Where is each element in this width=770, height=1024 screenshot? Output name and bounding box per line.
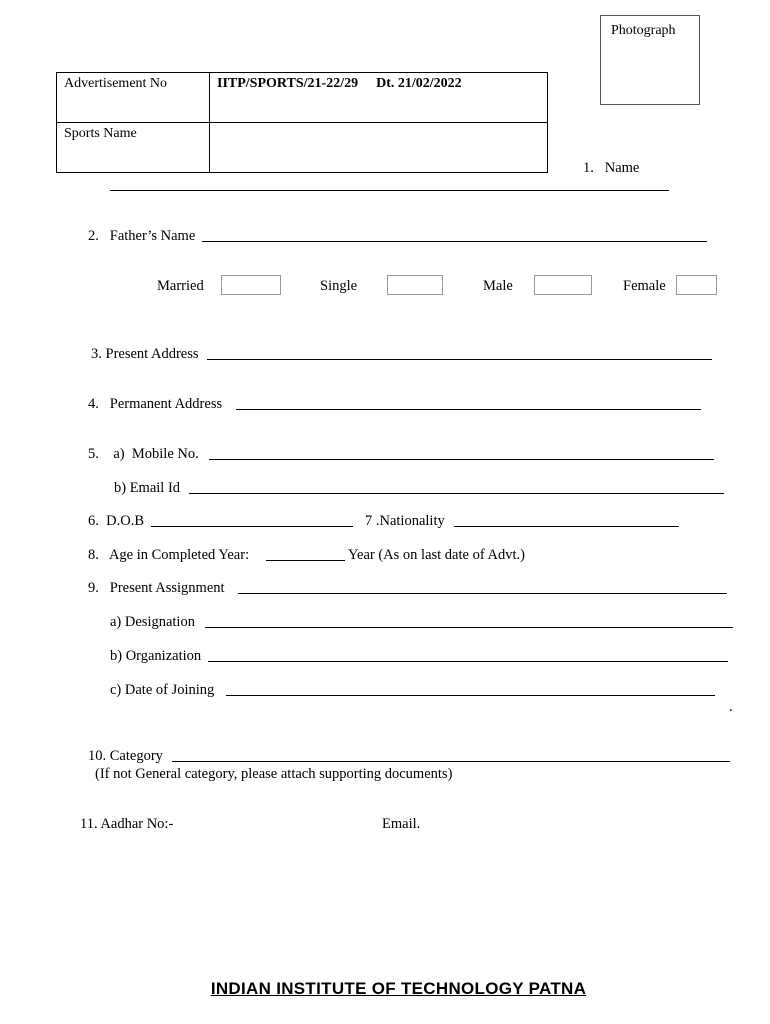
category-note: (If not General category, please attach supporting documents) (95, 766, 453, 782)
aadhar-label: 11. Aadhar No:- (80, 816, 174, 832)
advertisement-date: Dt. 21/02/2022 (376, 76, 462, 91)
advertisement-no-value (210, 73, 548, 123)
age-suffix: Year (As on last date of Advt.) (348, 547, 525, 563)
present-address-field[interactable] (207, 359, 712, 360)
name-field[interactable] (110, 190, 669, 191)
permanent-address-field[interactable] (236, 409, 701, 410)
name-label: 1. Name (583, 160, 640, 176)
sports-name-field[interactable] (210, 123, 548, 173)
organization-field[interactable] (208, 661, 728, 662)
stray-dot: . (729, 699, 733, 715)
organization-label: b) Organization (110, 648, 202, 664)
category-field[interactable] (172, 761, 730, 762)
email-label: Email. (382, 816, 421, 832)
joining-date-field[interactable] (226, 695, 715, 696)
male-label: Male (483, 278, 513, 294)
permanent-address-label: 4. Permanent Address (88, 396, 223, 412)
email-id-label: b) Email Id (114, 480, 181, 496)
married-checkbox[interactable] (221, 275, 281, 295)
mobile-label: 5. a) Mobile No. (88, 446, 199, 462)
advertisement-table (56, 72, 548, 173)
father-name-field[interactable] (202, 241, 707, 242)
present-address-label: 3. Present Address (91, 346, 199, 362)
single-checkbox[interactable] (387, 275, 443, 295)
photograph-label: Photograph (611, 23, 676, 38)
assignment-field[interactable] (238, 593, 727, 594)
father-name-label: 2. Father’s Name (88, 228, 196, 244)
mobile-field[interactable] (209, 459, 714, 460)
advertisement-no-label: Advertisement No (57, 73, 210, 123)
female-checkbox[interactable] (676, 275, 717, 295)
joining-date-label: c) Date of Joining (110, 682, 215, 698)
dob-label: 6. D.O.B (88, 513, 144, 529)
married-label: Married (157, 278, 204, 294)
single-label: Single (320, 278, 358, 294)
age-label: 8. Age in Completed Year: (88, 547, 250, 563)
email-id-field[interactable] (189, 493, 724, 494)
designation-field[interactable] (205, 627, 733, 628)
category-label: 10. Category (88, 748, 163, 764)
institute-title: INDIAN INSTITUTE OF TECHNOLOGY PATNA (210, 979, 587, 998)
dob-field[interactable] (151, 526, 353, 527)
assignment-label: 9. Present Assignment (88, 580, 225, 596)
designation-label: a) Designation (110, 614, 195, 630)
nationality-field[interactable] (454, 526, 679, 527)
advertisement-number: IITP/SPORTS/21-22/29 (217, 76, 359, 91)
age-field[interactable] (266, 560, 345, 561)
female-label: Female (623, 278, 666, 294)
sports-name-label: Sports Name (57, 123, 210, 173)
male-checkbox[interactable] (534, 275, 592, 295)
photograph-box (600, 15, 700, 105)
nationality-label: 7 .Nationality (365, 513, 445, 529)
